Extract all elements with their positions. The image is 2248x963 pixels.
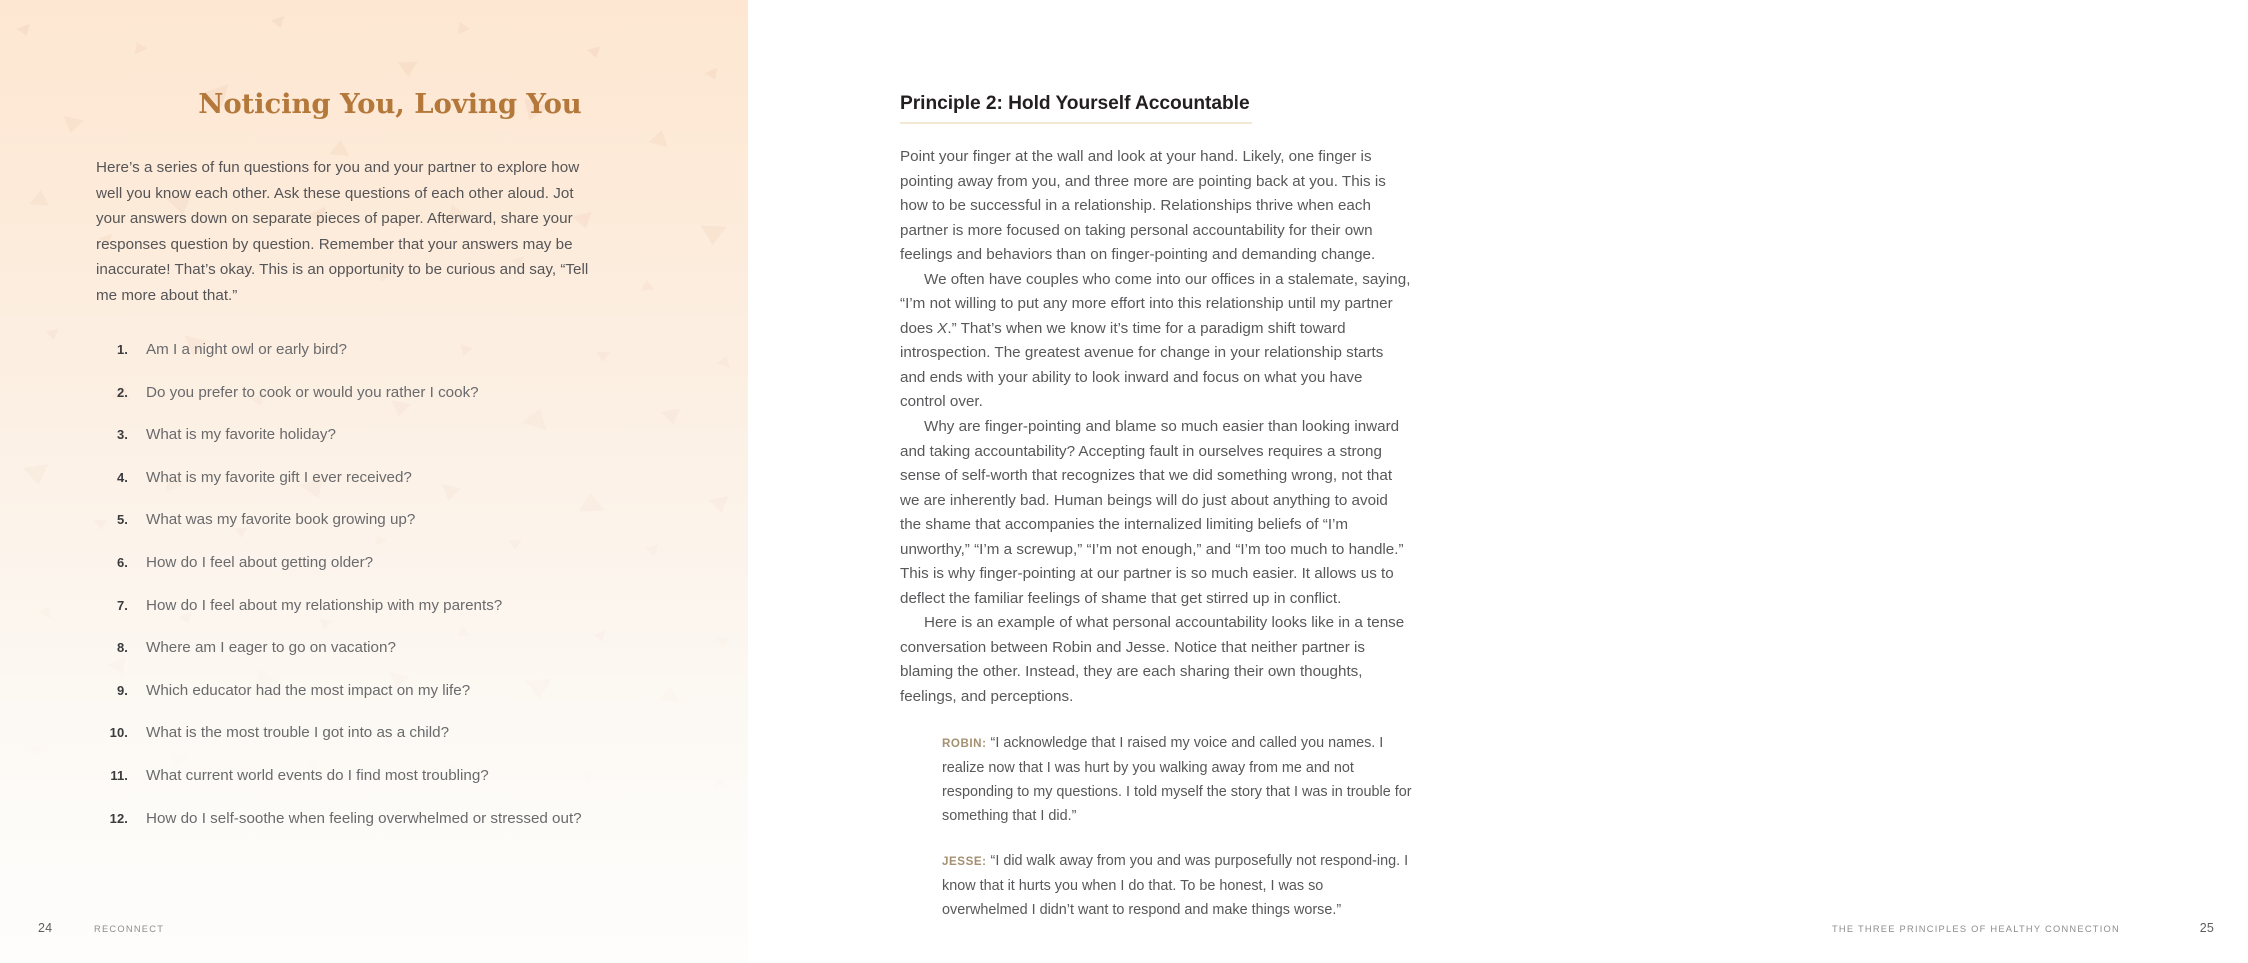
list-item-text: What is my favorite gift I ever received? [146,468,412,486]
dialogue-quote: “I acknowledge that I raised my voice and called you names. I realize now that I was hurt by you walking away from me and not responding to my questions. I told myself the story that I was in trouble for something that I did.” [942,734,1412,825]
list-item-text: Which educator had the most impact on my life? [146,681,471,699]
list-item-number: 3. [116,427,128,443]
list-item-text: How do I feel about my relationship with my parents? [146,596,503,614]
list-item [96,722,596,744]
list-item-number: 9. [116,682,128,698]
dialogue-line-jesse [942,849,1412,923]
decorative-triangle [45,329,61,342]
decorative-triangle [650,826,665,837]
list-item [96,808,596,830]
page-number: 24 [38,921,53,935]
decorative-triangle [716,638,730,648]
decorative-triangle [660,685,681,701]
list-item [96,339,596,361]
list-item [96,509,596,531]
running-head: THE THREE PRINCIPLES OF HEALTHY CONNECTION [1831,924,2120,934]
list-item-number: 7. [116,597,128,613]
intro-paragraph: Here’s a series of fun questions for you and your partner to explore how well you know each other. Ask these questions of each other aloud. Jot your answers down on separate pieces of paper. Afterward, share your responses question by question. Remember that your answers may be inaccurate! That’s okay. This is an opportunity to be curious and say, “Tell me more about that.” [96,159,589,304]
body-paragraph: Point your finger at the wall and look at your hand. Likely, one finger is pointing away from you, and three more are pointing back at you. This is how to be successful in a relationship. Relationships thrive when each partner is more focused on taking personal accountability for their own feelings and behaviors than on finger-pointing and demanding change. [900,148,1386,264]
decorative-triangle [645,544,661,557]
question-list [96,339,596,830]
decorative-triangle [711,777,726,789]
list-item-number: 5. [116,512,128,528]
left-page [0,0,748,963]
paragraph-text-after: .” That’s when we know it’s time for a paradigm shift toward introspection. The greatest avenue for change in your relationship starts and ends with your ability to look inward and focus on what you have control over. [900,319,1384,411]
list-item-text: What was my favorite book growing up? [146,511,416,529]
list-item-number: 12. [109,810,128,826]
list-item-text: Am I a night owl or early bird? [146,341,347,358]
decorative-triangle [596,352,611,363]
running-head: RECONNECT [94,924,165,934]
decorative-triangle [29,189,50,206]
right-page [748,0,2214,963]
decorative-triangle [700,225,727,245]
list-item-text: Where am I eager to go on vacation? [146,639,396,657]
dialogue-quote: “I did walk away from you and was purposefully not respond-ing. I know that it hurts you when I do that. To be honest, I was so overwhelmed I didn’t want to respond and make things worse.” [942,852,1409,919]
page-number: 25 [2199,921,2214,935]
page-title: Noticing You, Loving You [198,88,582,120]
decorative-triangle [709,496,731,515]
list-item-text: How do I feel about getting older? [146,553,374,571]
right-page-footer [1496,903,2248,963]
paragraph-text-before: We often have couples who come into our offices in a stalemate, saying, “I’m not willing to put any more effort into this relationship until my partner does [900,270,1411,337]
list-item [96,637,596,659]
speaker-label: ROBIN: [942,736,987,750]
decorative-triangle [27,745,42,757]
decorative-triangle [661,408,683,427]
list-item [96,382,596,404]
left-page-content [96,0,596,850]
decorative-triangle [648,128,671,148]
list-item-number: 2. [116,384,128,400]
list-item-text: Do you prefer to cook or would you rather I cook? [146,383,479,401]
decorative-triangle [17,24,34,38]
body-paragraph [900,268,1411,415]
list-item-number: 10. [109,725,128,741]
decorative-triangle [640,279,655,290]
list-item-text: What is the most trouble I got into as a child? [146,724,450,742]
body-paragraph: Here is an example of what personal accountability looks like in a tense conversation between Robin and Jesse. Notice that neither partner is blaming the other. Instead, they are each sharing their own thoughts, feelings, and perceptions. [900,614,1405,706]
list-item [96,552,596,574]
decorative-triangle [23,464,52,487]
italic-variable: X [937,319,948,337]
list-item [96,680,596,702]
list-item-number: 4. [116,469,128,485]
list-item-number: 1. [116,342,128,357]
list-item-number: 11. [110,767,128,783]
dialogue-line-robin [942,731,1412,829]
right-page-content [900,0,1412,923]
list-item-text: What is my favorite holiday? [146,426,336,444]
speaker-label: JESSE: [942,854,987,868]
list-item [96,595,596,617]
decorative-triangle [705,68,722,83]
list-item [96,424,596,446]
body-paragraph: Why are finger-pointing and blame so much easier than looking inward and taking accountability? Accepting fault in ourselves requires a strong sense of self-worth that recognizes that we did something wrong, not that we are inherently bad. Human beings will do just about anything to avoid the shame that accompanies the internalized limiting beliefs of “I’m unworthy,” “I’m a screwup,” “I’m not enough,” and “I’m too much to handle.” This is why finger-pointing at our partner is so much easier. It allows us to deflect the familiar feelings of shame that get stirred up in conflict. [900,418,1404,607]
decorative-triangle [717,354,733,368]
list-item-number: 6. [116,554,128,570]
list-item [96,765,596,787]
decorative-triangle [39,604,56,619]
list-item [96,467,596,489]
list-item-text: How do I self-soothe when feeling overwhelmed or stressed out? [146,809,582,827]
section-heading: Principle 2: Hold Yourself Accountable [900,93,1250,114]
list-item-number: 8. [116,640,128,656]
decorative-triangle [61,116,84,135]
left-page-footer [0,903,748,963]
heading-rule [900,122,1252,124]
list-item-text: What current world events do I find most troubling? [146,766,489,784]
